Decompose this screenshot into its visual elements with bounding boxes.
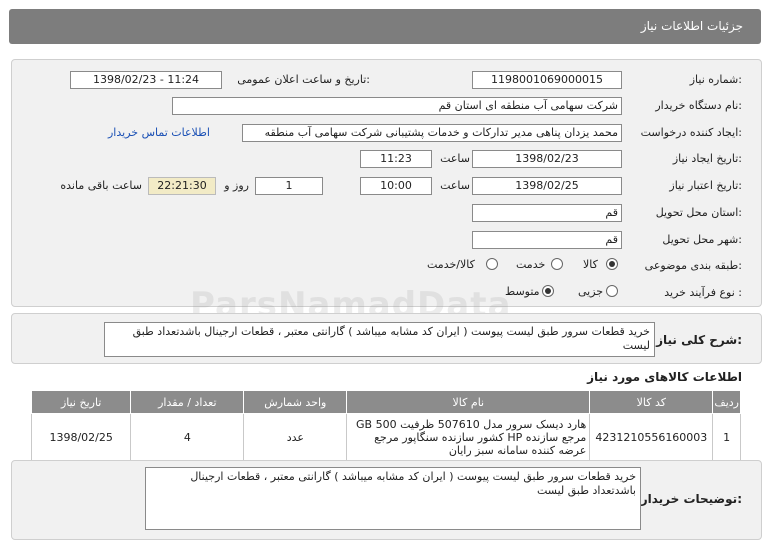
validity-time-label: ساعت: [440, 179, 470, 192]
page-title: جزئیات اطلاعات نیاز: [640, 19, 743, 33]
province-field[interactable]: قم: [472, 204, 622, 222]
city-field[interactable]: قم: [472, 231, 622, 249]
city-label: شهر محل تحویل:: [662, 233, 742, 246]
buyer-notes-text[interactable]: خرید قطعات سرور طبق لیست پیوست ( ایران کد مشابه میباشد ) گارانتی معتبر ، قطعات ارجینال باشدتعداد طبق لیست: [145, 467, 641, 530]
process-option-minor: جزیی: [578, 285, 604, 298]
created-date-field[interactable]: 1398/02/23: [472, 150, 622, 168]
validity-date-field[interactable]: 1398/02/25: [472, 177, 622, 195]
buyer-contact-link[interactable]: اطلاعات تماس خریدار: [108, 126, 210, 139]
process-label: نوع فرآیند خرید :: [664, 286, 742, 299]
process-radio-medium[interactable]: [542, 285, 554, 297]
category-radio-service[interactable]: [551, 258, 563, 270]
remaining-days-field[interactable]: 1: [255, 177, 323, 195]
col-qty: تعداد / مقدار: [131, 391, 244, 414]
requester-field[interactable]: محمد یزدان پناهی مدیر تدارکات و خدمات پشتیبانی شرکت سهامی آب منطقه: [242, 124, 622, 142]
announce-label: تاریخ و ساعت اعلان عمومی:: [237, 73, 370, 86]
category-label: طبقه بندی موضوعی:: [644, 259, 742, 272]
buyer-label: نام دستگاه خریدار:: [655, 99, 742, 112]
buyer-field[interactable]: شرکت سهامی آب منطقه ای استان قم: [172, 97, 622, 115]
category-radio-goods-service[interactable]: [486, 258, 498, 270]
cell-date: 1398/02/25: [32, 414, 131, 461]
col-unit: واحد شمارش: [244, 391, 347, 414]
province-label: استان محل تحویل:: [655, 206, 742, 219]
goods-table-header: [32, 391, 741, 414]
cell-code: 4231210556160003: [590, 414, 713, 461]
buyer-notes-title: توضیحات خریدار:: [640, 492, 742, 506]
validity-time-field[interactable]: 10:00: [360, 177, 432, 195]
category-option-service: خدمت: [516, 258, 546, 271]
description-title: شرح کلی نیاز:: [656, 333, 742, 347]
created-time-label: ساعت: [440, 152, 470, 165]
category-option-goods: کالا: [583, 258, 598, 271]
days-label: روز و: [224, 179, 249, 192]
cell-row: 1: [713, 414, 741, 461]
created-date-label: تاریخ ایجاد نیاز:: [672, 152, 742, 165]
category-option-goods-service: کالا/خدمت: [427, 258, 475, 271]
validity-date-label: تاریخ اعتبار نیاز:: [669, 179, 742, 192]
category-radio-goods[interactable]: [606, 258, 618, 270]
created-time-field[interactable]: 11:23: [360, 150, 432, 168]
process-option-medium: متوسط: [505, 285, 540, 298]
cell-name: هارد دیسک سرور مدل 507610 ظرفیت GB 500 مرجع سازنده HP کشور سازنده سنگاپور مرجع عرضه کننده سامانه سبز رایان: [347, 414, 590, 461]
col-date: تاریخ نیاز: [32, 391, 131, 414]
goods-table: [31, 390, 741, 461]
need-number-field[interactable]: 1198001069000015: [472, 71, 622, 89]
process-radio-minor[interactable]: [606, 285, 618, 297]
col-name: نام کالا: [347, 391, 590, 414]
table-row[interactable]: [32, 414, 741, 461]
description-text[interactable]: خرید قطعات سرور طبق لیست پیوست ( ایران کد مشابه میباشد ) گارانتی معتبر ، قطعات ارجینال باشدتعداد طبق لیست: [104, 322, 655, 357]
cell-unit: عدد: [244, 414, 347, 461]
page-header: [9, 9, 761, 44]
remaining-time-field: 22:21:30: [148, 177, 216, 195]
remaining-label: ساعت باقی مانده: [60, 179, 142, 192]
announce-datetime-field[interactable]: 1398/02/23 - 11:24: [70, 71, 222, 89]
need-number-label: شماره نیاز:: [689, 73, 742, 86]
col-code: کد کالا: [590, 391, 713, 414]
col-row: ردیف: [713, 391, 741, 414]
requester-label: ایجاد کننده درخواست:: [640, 126, 742, 139]
cell-qty: 4: [131, 414, 244, 461]
goods-title: اطلاعات کالاهای مورد نیاز: [587, 370, 742, 384]
